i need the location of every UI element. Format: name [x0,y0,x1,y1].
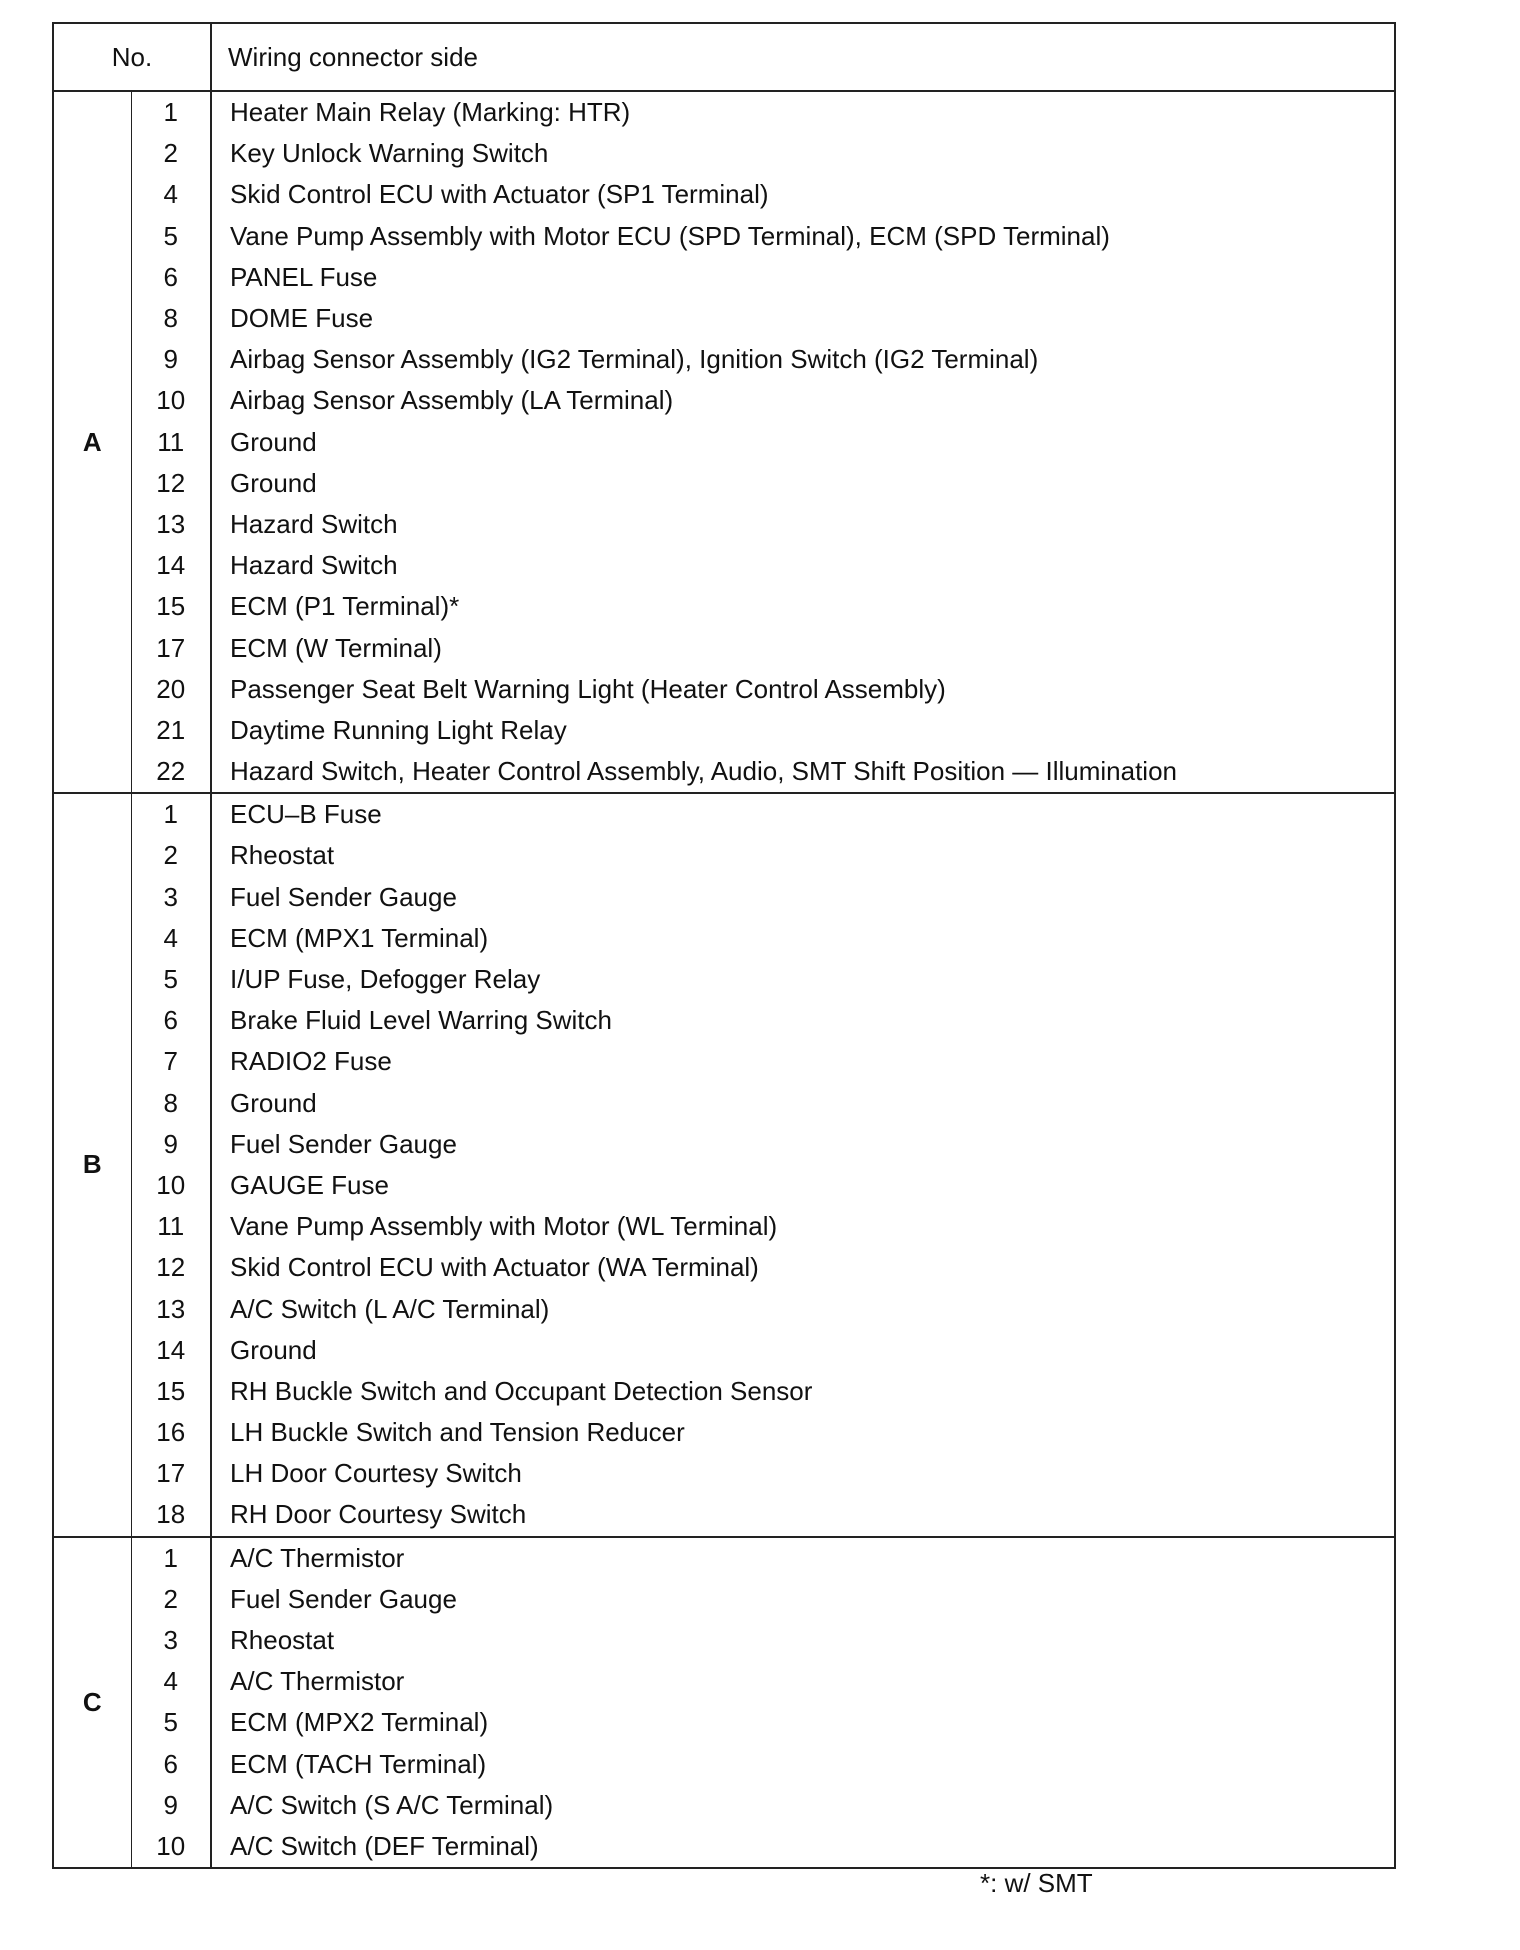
connector-table [52,22,1396,1869]
connector-description: I/UP Fuse, Defogger Relay [230,964,541,995]
connector-description: Airbag Sensor Assembly (IG2 Terminal), Ignition Switch (IG2 Terminal) [230,344,1039,375]
table-row [53,793,1395,835]
table-row [53,1620,1395,1661]
terminal-number: 3 [131,877,211,918]
terminal-number: 2 [131,835,211,876]
connector-description: Ground [230,1334,317,1365]
terminal-number: 11 [131,1206,211,1247]
terminal-number: 13 [131,1288,211,1329]
terminal-number: 7 [131,1041,211,1082]
table-row [53,1744,1395,1785]
connector-description: Fuel Sender Gauge [230,1583,457,1614]
table-row [53,1785,1395,1826]
terminal-number: 2 [131,133,211,174]
table-row [53,877,1395,918]
terminal-number: 21 [131,710,211,751]
section-label: C [53,1537,131,1869]
connector-document [52,22,1394,1869]
terminal-number: 5 [131,959,211,1000]
terminal-number: 18 [131,1494,211,1536]
terminal-number: 4 [131,918,211,959]
terminal-number: 3 [131,1620,211,1661]
table-row [53,586,1395,627]
table-row [53,1165,1395,1206]
table-row [53,627,1395,668]
section-c [53,1537,1395,1869]
table-row [53,298,1395,339]
terminal-number: 17 [131,627,211,668]
connector-description: Passenger Seat Belt Warning Light (Heater Control Assembly) [230,673,946,704]
table-row [53,835,1395,876]
connector-description: LH Door Courtesy Switch [230,1458,522,1489]
terminal-number: 10 [131,380,211,421]
connector-description: RH Door Courtesy Switch [230,1499,527,1530]
table-row [53,751,1395,793]
connector-description: ECM (TACH Terminal) [230,1748,487,1779]
table-row [53,216,1395,257]
connector-description: PANEL Fuse [230,261,378,292]
table-row [53,669,1395,710]
section-label: B [53,793,131,1536]
connector-description: ECM (W Terminal) [230,632,442,663]
header-wiring-side: Wiring connector side [211,23,1395,91]
terminal-number: 15 [131,586,211,627]
connector-description: A/C Switch (L A/C Terminal) [230,1293,550,1324]
connector-description: A/C Switch (S A/C Terminal) [230,1789,554,1820]
terminal-number: 14 [131,1330,211,1371]
table-row [53,1124,1395,1165]
connector-description: Ground [230,467,317,498]
connector-description: Daytime Running Light Relay [230,714,567,745]
terminal-number: 1 [131,1537,211,1579]
footnote: *: w/ SMT [980,1868,1093,1898]
table-row [53,1453,1395,1494]
connector-description: Hazard Switch [230,550,398,581]
table-row [53,710,1395,751]
table-row [53,339,1395,380]
terminal-number: 6 [131,1744,211,1785]
terminal-number: 10 [131,1165,211,1206]
table-row [53,1083,1395,1124]
table-row [53,1000,1395,1041]
table-row [53,918,1395,959]
terminal-number: 1 [131,91,211,133]
terminal-number: 9 [131,1124,211,1165]
connector-description: Rheostat [230,840,335,871]
connector-description: Rheostat [230,1625,335,1656]
terminal-number: 14 [131,545,211,586]
table-row [53,1288,1395,1329]
connector-description: Skid Control ECU with Actuator (WA Terminal) [230,1252,759,1283]
terminal-number: 4 [131,1661,211,1702]
connector-description: RADIO2 Fuse [230,1046,392,1077]
terminal-number: 10 [131,1826,211,1868]
connector-description: Airbag Sensor Assembly (LA Terminal) [230,385,674,416]
connector-description: LH Buckle Switch and Tension Reducer [230,1417,685,1448]
connector-description: Heater Main Relay (Marking: HTR) [230,97,631,128]
terminal-number: 22 [131,751,211,793]
table-row [53,91,1395,133]
terminal-number: 13 [131,504,211,545]
connector-description: ECM (MPX1 Terminal) [230,922,489,953]
terminal-number: 11 [131,422,211,463]
table-row [53,545,1395,586]
connector-description: DOME Fuse [230,303,374,334]
table-row [53,422,1395,463]
terminal-number: 20 [131,669,211,710]
table-row [53,959,1395,1000]
terminal-number: 6 [131,257,211,298]
table-row [53,1826,1395,1868]
table-row [53,1206,1395,1247]
terminal-number: 8 [131,298,211,339]
terminal-number: 16 [131,1412,211,1453]
terminal-number: 12 [131,463,211,504]
connector-description: RH Buckle Switch and Occupant Detection Sensor [230,1375,813,1406]
terminal-number: 6 [131,1000,211,1041]
connector-description: A/C Thermistor [230,1666,405,1697]
connector-description: Key Unlock Warning Switch [230,138,549,169]
table-row [53,463,1395,504]
connector-description: GAUGE Fuse [230,1169,389,1200]
connector-description: ECM (P1 Terminal)* [230,591,460,622]
connector-description: Ground [230,1087,317,1118]
terminal-number: 17 [131,1453,211,1494]
terminal-number: 9 [131,1785,211,1826]
connector-description: Vane Pump Assembly with Motor (WL Terminal) [230,1211,778,1242]
table-row [53,133,1395,174]
terminal-number: 4 [131,174,211,215]
terminal-number: 2 [131,1579,211,1620]
terminal-number: 12 [131,1247,211,1288]
table-row [53,1412,1395,1453]
connector-description: Fuel Sender Gauge [230,1128,457,1159]
table-row [53,380,1395,421]
section-label: A [53,91,131,793]
connector-description: ECU–B Fuse [230,799,382,830]
table-row [53,504,1395,545]
section-b [53,793,1395,1536]
terminal-number: 5 [131,1702,211,1743]
connector-description: Skid Control ECU with Actuator (SP1 Terminal) [230,179,769,210]
connector-description: Brake Fluid Level Warring Switch [230,1005,612,1036]
table-row [53,174,1395,215]
connector-description: A/C Thermistor [230,1542,405,1573]
connector-description: Hazard Switch [230,508,398,539]
table-header [53,23,1395,91]
terminal-number: 1 [131,793,211,835]
connector-description: Ground [230,426,317,457]
table-row [53,1371,1395,1412]
table-row [53,1041,1395,1082]
section-a [53,91,1395,793]
table-row [53,1702,1395,1743]
table-row [53,1330,1395,1371]
terminal-number: 9 [131,339,211,380]
connector-description: A/C Switch (DEF Terminal) [230,1830,539,1861]
connector-description: Vane Pump Assembly with Motor ECU (SPD Terminal), ECM (SPD Terminal) [230,220,1110,251]
table-row [53,1537,1395,1579]
table-row [53,1661,1395,1702]
terminal-number: 15 [131,1371,211,1412]
table-row [53,1247,1395,1288]
connector-description: Fuel Sender Gauge [230,881,457,912]
terminal-number: 5 [131,216,211,257]
table-row [53,1494,1395,1536]
header-row [53,23,1395,91]
table-row [53,1579,1395,1620]
connector-description: Hazard Switch, Heater Control Assembly, Audio, SMT Shift Position — Illumination [230,756,1177,787]
terminal-number: 8 [131,1083,211,1124]
table-row [53,257,1395,298]
header-no: No. [53,23,211,91]
connector-description: ECM (MPX2 Terminal) [230,1707,489,1738]
